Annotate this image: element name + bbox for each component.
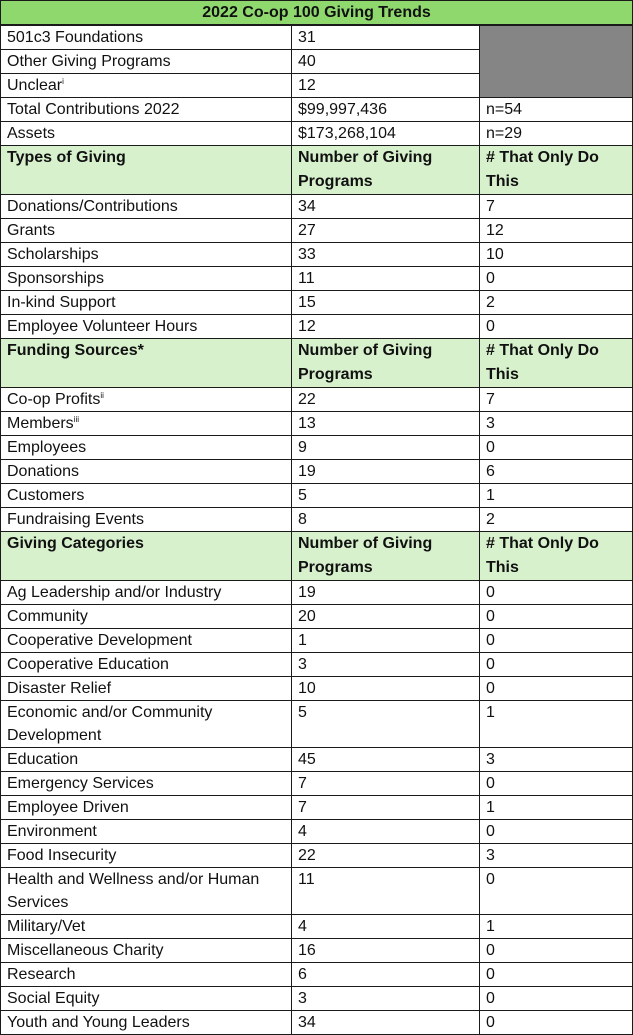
label-text: Emergency Services [7, 775, 154, 792]
row-count: 1 [292, 629, 480, 653]
row-count: 33 [292, 243, 480, 267]
section-header-row [1, 532, 633, 581]
table-row [1, 267, 633, 291]
row-count: 3 [292, 987, 480, 1011]
row-label [1, 677, 292, 701]
row-label [1, 460, 292, 484]
row-only: 3 [480, 412, 633, 436]
row-count: 19 [292, 581, 480, 605]
label-text: In-kind Support [7, 294, 116, 311]
table-row [1, 677, 633, 701]
row-label [1, 412, 292, 436]
label-text: Sponsorships [7, 270, 104, 287]
row-count: 27 [292, 219, 480, 243]
row-only: 0 [480, 677, 633, 701]
label-text: Donations/Contributions [7, 198, 178, 215]
row-count: 22 [292, 388, 480, 412]
row-count: 8 [292, 508, 480, 532]
section-header-row [1, 146, 633, 195]
row-only: 7 [480, 195, 633, 219]
row-only: 0 [480, 629, 633, 653]
row-label [1, 939, 292, 963]
label-text: Scholarships [7, 246, 99, 263]
row-count: 5 [292, 484, 480, 508]
row-count: 15 [292, 291, 480, 315]
column-header-count: Number of Giving Programs [292, 146, 480, 195]
label-text: Unclear [7, 77, 63, 94]
table-row [1, 484, 633, 508]
section-header-row [1, 339, 633, 388]
label-text: Community [7, 608, 88, 625]
row-only: 0 [480, 963, 633, 987]
table-row [1, 460, 633, 484]
row-label [1, 820, 292, 844]
label-text: Grants [7, 222, 56, 239]
row-label [1, 25, 292, 50]
label-text: Military/Vet [7, 918, 86, 935]
row-only: 2 [480, 291, 633, 315]
table-row [1, 195, 633, 219]
table-row [1, 772, 633, 796]
row-only: 0 [480, 653, 633, 677]
table-row [1, 796, 633, 820]
row-count: 11 [292, 868, 480, 915]
row-label [1, 484, 292, 508]
row-label [1, 987, 292, 1011]
label-text: 501c3 Foundations [7, 29, 144, 46]
footnote-marker: i [62, 77, 64, 86]
section-title: Types of Giving [1, 146, 292, 195]
row-only: 0 [480, 939, 633, 963]
row-value: $99,997,436 [292, 98, 480, 122]
row-value: 12 [292, 74, 480, 98]
table-row [1, 219, 633, 243]
row-only: 0 [480, 436, 633, 460]
label-text: Employee Volunteer Hours [7, 318, 198, 335]
table-row [1, 653, 633, 677]
column-header-only: # That Only Do This [480, 532, 633, 581]
label-text: Disaster Relief [7, 680, 112, 697]
row-count: 9 [292, 436, 480, 460]
row-only: 0 [480, 315, 633, 339]
row-count: 10 [292, 677, 480, 701]
label-text: Fundraising Events [7, 511, 144, 528]
column-header-count: Number of Giving Programs [292, 532, 480, 581]
table-title: 2022 Co-op 100 Giving Trends [1, 1, 633, 26]
label-text: Ag Leadership and/or Industry [7, 584, 222, 601]
section-title: Funding Sources* [1, 339, 292, 388]
row-count: 4 [292, 820, 480, 844]
row-only: 3 [480, 844, 633, 868]
table-row [1, 844, 633, 868]
table-row [1, 629, 633, 653]
row-count: 34 [292, 195, 480, 219]
title-row [1, 1, 633, 26]
row-count: 45 [292, 748, 480, 772]
row-count: 16 [292, 939, 480, 963]
label-text: Economic and/or Community Development [7, 704, 213, 744]
row-only: 1 [480, 915, 633, 939]
row-label [1, 963, 292, 987]
label-text: Environment [7, 823, 97, 840]
row-count: 7 [292, 772, 480, 796]
row-count: 20 [292, 605, 480, 629]
row-only: 0 [480, 605, 633, 629]
row-label [1, 291, 292, 315]
label-text: Donations [7, 463, 80, 480]
row-only: 6 [480, 460, 633, 484]
row-label [1, 748, 292, 772]
row-label: Assets [1, 122, 292, 146]
label-text: Social Equity [7, 990, 100, 1007]
row-only: 0 [480, 1011, 633, 1035]
row-value: $173,268,104 [292, 122, 480, 146]
gray-block [480, 25, 633, 98]
row-label [1, 436, 292, 460]
row-n: n=29 [480, 122, 633, 146]
row-value: 31 [292, 25, 480, 50]
table-row [1, 701, 633, 748]
footnote-marker: ii [100, 391, 104, 400]
row-only: 0 [480, 820, 633, 844]
row-count: 4 [292, 915, 480, 939]
totals-row [1, 122, 633, 146]
row-label [1, 796, 292, 820]
row-label [1, 605, 292, 629]
row-label [1, 701, 292, 748]
label-text: Members [7, 415, 74, 432]
row-only: 12 [480, 219, 633, 243]
row-only: 1 [480, 796, 633, 820]
row-label [1, 1011, 292, 1035]
row-only: 3 [480, 748, 633, 772]
row-only: 7 [480, 388, 633, 412]
row-label [1, 195, 292, 219]
table-row [1, 868, 633, 915]
row-label [1, 581, 292, 605]
row-count: 22 [292, 844, 480, 868]
label-text: Education [7, 751, 79, 768]
section-title: Giving Categories [1, 532, 292, 581]
row-label [1, 219, 292, 243]
label-text: Customers [7, 487, 85, 504]
table-row [1, 820, 633, 844]
row-count: 7 [292, 796, 480, 820]
row-label [1, 315, 292, 339]
label-text: Cooperative Development [7, 632, 192, 649]
row-label [1, 50, 292, 74]
label-text: Co-op Profits [7, 391, 101, 408]
row-count: 5 [292, 701, 480, 748]
row-only: 0 [480, 868, 633, 915]
row-label [1, 844, 292, 868]
row-count: 34 [292, 1011, 480, 1035]
label-text: Youth and Young Leaders [7, 1014, 190, 1031]
table-row [1, 412, 633, 436]
row-only: 0 [480, 772, 633, 796]
row-count: 13 [292, 412, 480, 436]
row-value: 40 [292, 50, 480, 74]
table-row [1, 243, 633, 267]
row-label [1, 915, 292, 939]
label-text: Employees [7, 439, 87, 456]
row-only: 1 [480, 701, 633, 748]
table-row [1, 939, 633, 963]
label-text: Health and Wellness and/or Human Services [7, 871, 260, 911]
column-header-only: # That Only Do This [480, 339, 633, 388]
label-text: Miscellaneous Charity [7, 942, 164, 959]
row-label [1, 629, 292, 653]
row-label [1, 868, 292, 915]
row-label [1, 653, 292, 677]
row-count: 12 [292, 315, 480, 339]
table-row [1, 963, 633, 987]
table-row [1, 987, 633, 1011]
table-row [1, 508, 633, 532]
footnote-marker: iii [73, 415, 80, 424]
row-only: 1 [480, 484, 633, 508]
row-label [1, 388, 292, 412]
row-only: 0 [480, 267, 633, 291]
row-n: n=54 [480, 98, 633, 122]
table-row [1, 291, 633, 315]
row-only: 10 [480, 243, 633, 267]
row-label [1, 508, 292, 532]
label-text: Cooperative Education [7, 656, 169, 673]
table-row [1, 315, 633, 339]
row-count: 6 [292, 963, 480, 987]
table-row [1, 388, 633, 412]
label-text: Food Insecurity [7, 847, 117, 864]
table-row [1, 748, 633, 772]
table-row [1, 581, 633, 605]
row-count: 3 [292, 653, 480, 677]
row-only: 2 [480, 508, 633, 532]
row-label [1, 772, 292, 796]
row-label [1, 74, 292, 98]
table-row [1, 1011, 633, 1035]
label-text: Employee Driven [7, 799, 129, 816]
column-header-only: # That Only Do This [480, 146, 633, 195]
table-row [1, 436, 633, 460]
row-count: 11 [292, 267, 480, 291]
row-label: Total Contributions 2022 [1, 98, 292, 122]
row-only: 0 [480, 581, 633, 605]
totals-row [1, 98, 633, 122]
label-text: Other Giving Programs [7, 53, 171, 70]
table-row [1, 605, 633, 629]
summary-row [1, 25, 633, 50]
row-label [1, 267, 292, 291]
row-only: 0 [480, 987, 633, 1011]
column-header-count: Number of Giving Programs [292, 339, 480, 388]
table-row [1, 915, 633, 939]
label-text: Research [7, 966, 76, 983]
row-label [1, 243, 292, 267]
row-count: 19 [292, 460, 480, 484]
